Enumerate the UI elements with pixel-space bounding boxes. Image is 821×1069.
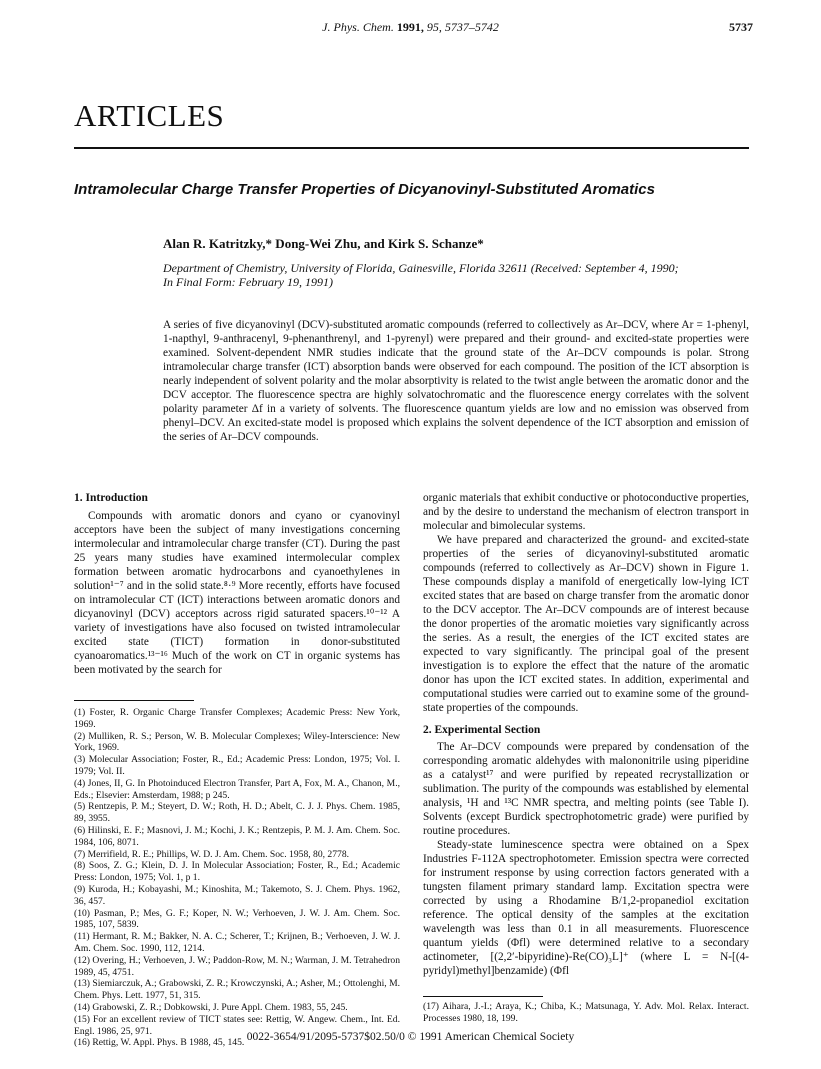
reference: (17) Aihara, J.-I.; Araya, K.; Chiba, K.; Matsunaga, Y. Adv. Mol. Relax. Interact. Processes 1980, 18, 199. <box>423 1001 749 1024</box>
paragraph-continued: organic materials that exhibit conductive or photoconductive properties, and by the desire to understand the mechanism of electron transport in molecular and bimolecular systems. <box>423 492 749 532</box>
section-rule <box>74 147 749 149</box>
page-number: 5737 <box>729 20 753 34</box>
affiliation <box>163 261 763 289</box>
reference: (12) Overing, H.; Verhoeven, J. W.; Paddon-Row, M. N.; Warman, J. M. Tetrahedron 1989, 45, 4751. <box>74 954 400 978</box>
affiliation-line: Department of Chemistry, University of Florida, Gainesville, Florida 32611 (Received: September 4, 1990; <box>163 261 679 275</box>
footnotes-right <box>423 996 749 1025</box>
left-column <box>74 491 400 677</box>
footnotes-left <box>74 700 400 1049</box>
reference: (4) Jones, II, G. In Photoinduced Electron Transfer, Part A, Fox, M. A., Chanon, M., Eds.; Elsevier: Amsterdam, 1988; p 245. <box>74 777 400 801</box>
section-heading: ARTICLES <box>74 98 225 133</box>
reference: (16) Rettig, W. Appl. Phys. B 1988, 45, 145. <box>74 1037 245 1049</box>
abstract: A series of five dicyanovinyl (DCV)-substituted aromatic compounds (referred to collectively as Ar–DCV, where Ar = 1-phenyl, 1-napthyl, 9-anthracenyl, 9-phenanthrenyl, and 1-pyrenyl) were prepared and their ground- and excited-state properties were examined. Solvent-dependent NMR studies indicate that the ground state of the Ar–DCV compounds is polar. Strong intramolecular charge transfer (ICT) absorption bands were observed for each compound. The position of the ICT absorption is nearly independent of solvent polarity and the molar absorptivity is related to the twist angle between the aromatic donor and the DCV acceptor. The fluorescence spectra are highly solvatochromatic and the fluorescence energy correlates with the solvent polarity parameter Δf in a variety of solvents. The fluorescence quantum yields are low and no emission was observed from phenyl–DCV. An excited-state model is proposed which explains the solvent dependence of the ICT absorption and emission of the series of Ar–DCV compounds. <box>163 319 749 443</box>
reference: (11) Hermant, R. M.; Bakker, N. A. C.; Scherer, T.; Krijnen, B.; Verhoeven, J. W. J. Am. Chem. Soc. 1990, 112, 1214. <box>74 931 400 954</box>
footnote-rule <box>423 996 543 997</box>
paragraph: The Ar–DCV compounds were prepared by condensation of the corresponding aromatic aldehydes with malononitrile using piperidine as a catalyst¹⁷ and were purified by repeated recrystallization or sublimation. The purity of the compounds was established by elemental analysis, ¹H and ¹³C NMR spectra, and melting points (see Table I). Solvents (except Burdick spectrophotometric grade) were purified by routine procedures. <box>423 741 749 837</box>
reference: (7) Merrifield, R. E.; Phillips, W. D. J. Am. Chem. Soc. 1958, 80, 2778. <box>74 848 350 860</box>
reference: (14) Grabowski, Z. R.; Dobkowski, J. Pure Appl. Chem. 1983, 55, 245. <box>74 1001 348 1013</box>
reference: (9) Kuroda, H.; Kobayashi, M.; Kinoshita, M.; Takemoto, S. J. Chem. Phys. 1962, 36, 457. <box>74 883 400 907</box>
article-title: Intramolecular Charge Transfer Properties of Dicyanovinyl-Substituted Aromatics <box>74 181 655 198</box>
intro-paragraph: Compounds with aromatic donors and cyano or cyanovinyl acceptors have been the subject of many investigations concerning intermolecular and intramolecular charge transfer (CT). During the past 25 years many studies have examined intermolecular complex formation between aromatic hydrocarbons and cyanoethylenes in solution¹⁻⁷ and in the solid state.⁸·⁹ More recently, efforts have focused on intramolecular CT (ICT) interactions between aromatic donors and dicyanovinyl (DCV) acceptors across rigid saturated spacers.¹⁰⁻¹² A variety of investigations have also focused on twisted intramolecular excited state (TICT) formation in donor-substituted cyanoaromatics.¹³⁻¹⁶ Much of the work on CT in organic systems has been motivated by the search for <box>74 510 400 676</box>
footnote-rule <box>74 700 194 701</box>
reference: (8) Soos, Z. G.; Klein, D. J. In Molecular Association; Foster, R., Ed.; Academic Press: London, 1975; Vol. 1, p 1. <box>74 860 400 884</box>
authors: Alan R. Katritzky,* Dong-Wei Zhu, and Kirk S. Schanze* <box>163 236 484 251</box>
journal-volume-pages: 95, 5737–5742 <box>426 20 499 34</box>
affiliation-line: In Final Form: February 19, 1991) <box>163 275 333 289</box>
reference: (3) Molecular Association; Foster, R., Ed.; Academic Press: London, 1975; Vol. I. 1979; Vol. II. <box>74 754 400 777</box>
reference: (10) Pasman, P.; Mes, G. F.; Koper, N. W.; Verhoeven, J. W. J. Am. Chem. Soc. 1985, 107, 5839. <box>74 907 400 931</box>
reference: (5) Rentzepis, P. M.; Steyert, D. W.; Roth, H. D.; Abelt, C. J. J. Phys. Chem. 1985, 89, 3955. <box>74 801 400 825</box>
intro-heading: 1. Introduction <box>74 492 148 504</box>
reference: (15) For an excellent review of TICT states see: Rettig, W. Angew. Chem., Int. Ed. Engl. 1986, 25, 971. <box>74 1013 400 1037</box>
journal-reference <box>0 20 821 35</box>
journal-year: 1991, <box>396 20 424 34</box>
reference: (1) Foster, R. Organic Charge Transfer Complexes; Academic Press: New York, 1969. <box>74 707 400 730</box>
reference: (13) Siemiarczuk, A.; Grabowski, Z. R.; Krowczynski, A.; Asher, M.; Ottolenghi, M. Chem. Phys. Lett. 1977, 51, 315. <box>74 978 400 1002</box>
journal-name: J. Phys. Chem. <box>322 20 394 34</box>
reference: (2) Mulliken, R. S.; Person, W. B. Molecular Complexes; Wiley-Interscience: New York, 1969. <box>74 730 400 754</box>
reference: (6) Hilinski, E. F.; Masnovi, J. M.; Kochi, J. K.; Rentzepis, P. M. J. Am. Chem. Soc. 1984, 106, 8071. <box>74 824 400 848</box>
paragraph: We have prepared and characterized the ground- and excited-state properties of the series of dicyanovinyl-substituted aromatic compounds (referred to collectively as Ar–DCV) shown in Figure 1. These compounds display a manifold of energetically low-lying ICT excited states that are based on charge transfer from the aromatic donor to the DCV acceptor. The Ar–DCV compounds are of interest because the donor properties of the aromatic moieties vary significantly across the series. As a result, the energies of the ICT excited states are expected to vary significantly. The principal goal of the present investigation is to explore the effect that the nature of the aromatic donor has upon the ICT excited states. In addition, experimental and computational studies were carried out to examine some of the ground-state properties of the compounds. <box>423 534 749 714</box>
paragraph: Steady-state luminescence spectra were obtained on a Spex Industries F-112A spectrophotometer. Emission spectra were corrected for instrument response by using correction factors generated with a tungsten filament primary standard lamp. Excitation spectra were corrected by using a Rhodamine B/1,2-propanediol excitation reference. The optical density of the samples at the excitation wavelength was less than 0.1 in all measurements. Fluorescence quantum yields (Φfl) were determined relative to a secondary actinometer, [(2,2′-bipyridine)-Re(CO)₃L]⁺ (where L = N-[(4-pyridyl)methyl]benzamide) (Φfl <box>423 839 749 977</box>
experimental-heading: 2. Experimental Section <box>423 724 541 736</box>
right-column <box>423 491 749 978</box>
copyright-footer: 0022-3654/91/2095-5737$02.50/0 © 1991 American Chemical Society <box>246 1031 575 1043</box>
